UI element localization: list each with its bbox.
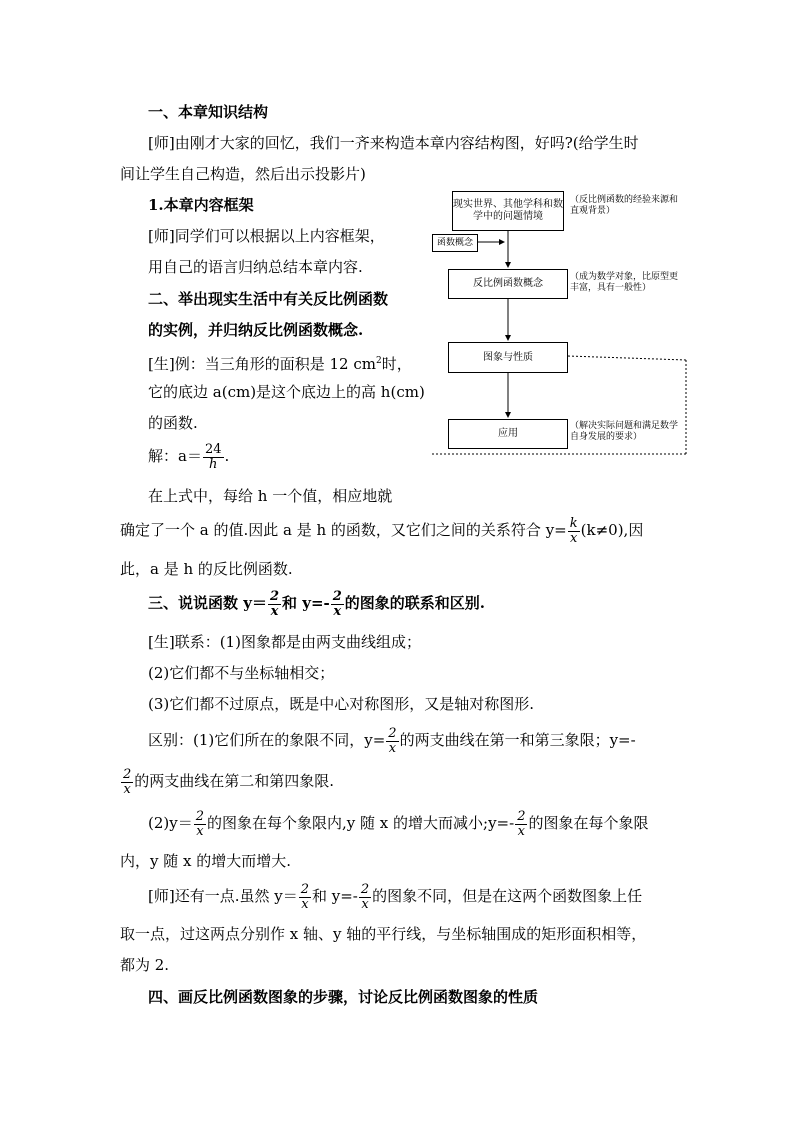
paragraph-line: [生]例：当三角形的面积是 12 $cm^2$时， xyxy=(148,355,412,373)
section-title-1: 一、本章知识结构 xyxy=(148,103,269,121)
diagram-box-inverse-proportion: 反比例函数概念 xyxy=(448,269,568,299)
paragraph-line: (2)y＝ $\frac{2}{x}$ 的图象在每个象限内,y 随 x 的增大而减小;y=- $\frac{2}{x}$ 的图象在每个象限 xyxy=(148,808,649,839)
diagram-note: （成为数学对象，比原型更丰富，具有一般性） xyxy=(570,272,679,293)
paragraph-line: 在上式中，每给 h 一个值，相应地就 xyxy=(148,487,393,505)
section-title-3: 三、说说函数 y＝ $\frac{2}{x}$ 和 y=- $\frac{2}{x}$ 的图象的联系和区别. xyxy=(148,588,486,619)
paragraph-line: [生]联系：(1)图象都是由两支曲线组成； xyxy=(148,633,421,651)
dashed-border xyxy=(568,356,686,360)
paragraph-line: 用自己的语言归纳总结本章内容. xyxy=(148,258,363,276)
paragraph-line: 它的底边 a(cm)是这个底边上的高 h(cm) xyxy=(148,383,425,401)
section-title-2-cont: 的实例，并归纳反比例函数概念. xyxy=(148,321,364,339)
paragraph-line: [师]由刚才大家的回忆，我们一齐来构造本章内容结构图，好吗?(给学生时 xyxy=(148,134,639,152)
diagram-box-graph-properties: 图象与性质 xyxy=(448,342,568,373)
paragraph-line: (3)它们都不过原点，既是中心对称图形，又是轴对称图形. xyxy=(148,695,535,713)
paragraph-line: [师]同学们可以根据以上内容框架， xyxy=(148,227,385,245)
paragraph-line: 区别：(1)它们所在的象限不同，y= $\frac{2}{x}$ 的两支曲线在第一和第三象限；y=- xyxy=(148,725,636,756)
paragraph-line: 内，y 随 x 的增大而增大. xyxy=(120,852,292,870)
chapter-structure-diagram xyxy=(430,185,688,455)
section-title-4: 四、画反比例函数图象的步骤，讨论反比例函数图象的性质 xyxy=(148,988,539,1006)
paragraph-line: [师]还有一点.虽然 y＝ $\frac{2}{x}$ 和 y=- $\frac{2}{x}$ 的图象不同，但是在这两个函数图象上任 xyxy=(148,881,643,912)
paragraph-line: 取一点，过这两点分别作 x 轴、y 轴的平行线，与坐标轴围成的矩形面积相等， xyxy=(120,925,647,943)
paragraph-line: $\frac{2}{x}$ 的两支曲线在第二和第四象限. xyxy=(123,766,335,797)
diagram-box-function-concept: 函数概念 xyxy=(432,234,478,252)
paragraph-line: 此，a 是 h 的反比例函数. xyxy=(120,560,293,578)
paragraph-line: 间让学生自己构造，然后出示投影片) xyxy=(120,165,366,183)
diagram-note: （反比例函数的经验来源和直观背景） xyxy=(570,195,679,216)
subsection-title: 1.本章内容框架 xyxy=(148,196,254,214)
paragraph-line: 都为 2. xyxy=(120,956,170,974)
diagram-note: （解决实际问题和满足数学自身发展的要求） xyxy=(570,421,679,442)
paragraph-line: 的函数. xyxy=(148,414,198,432)
section-title-2: 二、举出现实生活中有关反比例函数 xyxy=(148,290,389,308)
paragraph-line: (2)它们都不与坐标轴相交； xyxy=(148,664,335,682)
diagram-box-application: 应用 xyxy=(448,419,568,449)
paragraph-line: 确定了一个 a 的值.因此 a 是 h 的函数，又它们之间的关系符合 y= $\frac{k}{x}$ (k≠0),因 xyxy=(120,515,644,546)
solution-formula: 解：a＝ $\frac{24}{h}$ . xyxy=(148,441,230,472)
diagram-box-context: 现实世界、其他学科和数学中的问题情境 xyxy=(452,191,564,231)
